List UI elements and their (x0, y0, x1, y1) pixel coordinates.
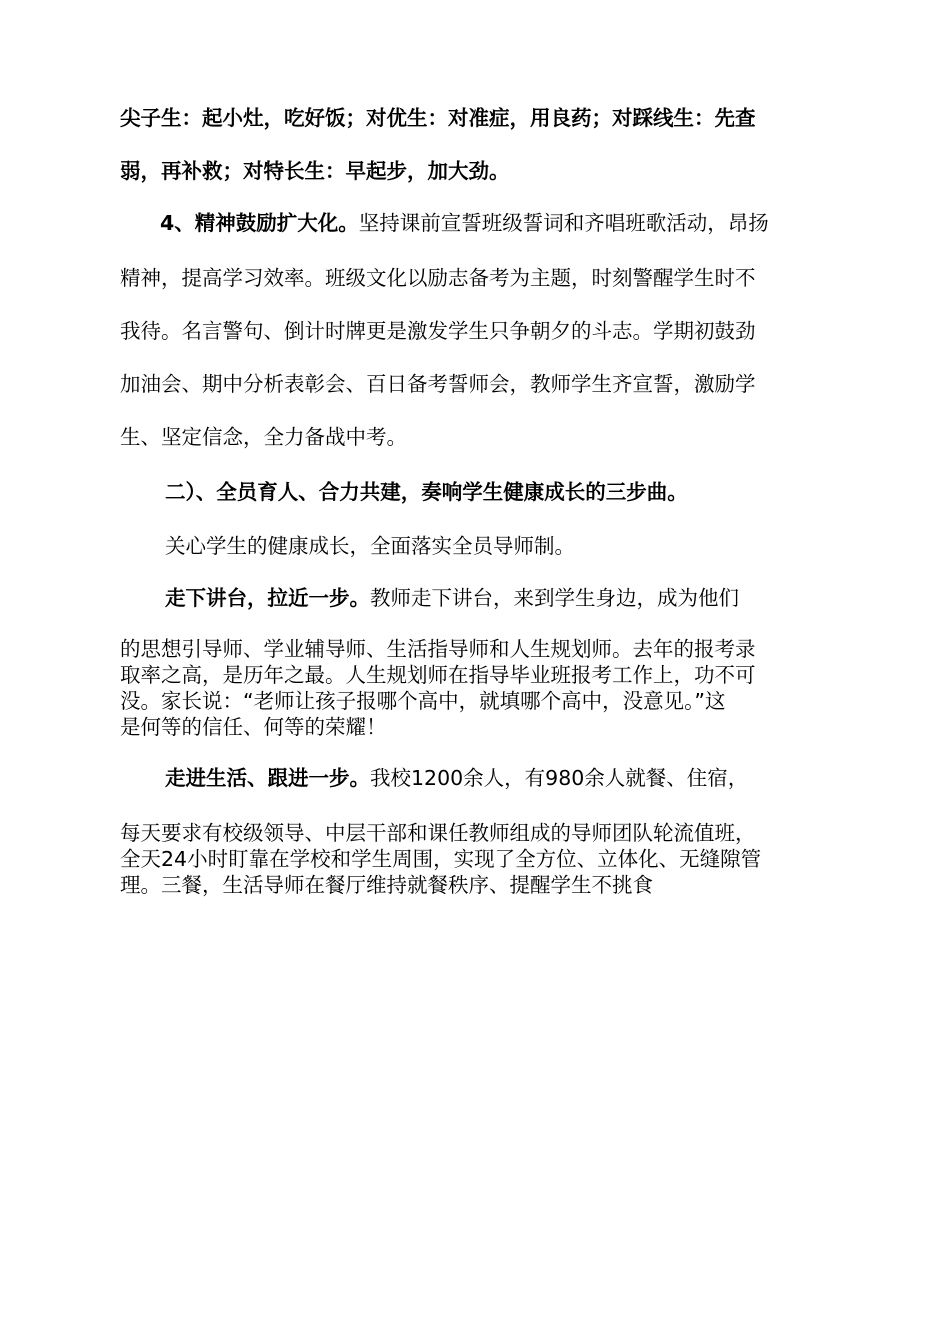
paragraph-line: 每天要求有校级领导、中层干部和课任教师组成的导师团队轮流值班， (120, 821, 756, 845)
paragraph-line: 精神，提高学习效率。班级文化以励志备考为主题，时刻警醒学生时不 (120, 266, 756, 290)
paragraph-line: 是何等的信任、何等的荣耀！ (120, 715, 387, 739)
paragraph-text: 坚持课前宣誓班级誓词和齐唱班歌活动，昂扬 (358, 211, 769, 235)
paragraph-line (165, 765, 748, 791)
paragraph-line: 关心学生的健康成长，全面落实全员导师制。 (165, 534, 575, 558)
paragraph-line: 我待。名言警句、倒计时牌更是激发学生只争朝夕的斗志。学期初鼓劲 (120, 319, 756, 343)
paragraph-line: 生、坚定信念，全力备战中考。 (120, 425, 407, 449)
section-heading: 二）、全员育人、合力共建，奏响学生健康成长的三步曲。 (165, 480, 688, 504)
paragraph-line: 加油会、期中分析表彰会、百日备考誓师会，教师学生齐宣誓，激励学 (120, 372, 756, 396)
paragraph-line (160, 210, 769, 236)
paragraph-lead: 走下讲台，拉近一步。 (165, 586, 370, 610)
paragraph-line: 取率之高，是历年之最。人生规划师在指导毕业班报考工作上，功不可 (120, 663, 756, 687)
paragraph-line: 没。家长说：“老师让孩子报哪个高中，就填哪个高中，没意见。”这 (120, 689, 726, 713)
paragraph-text: 教师走下讲台，来到学生身边，成为他们 (370, 586, 739, 610)
paragraph-lead: 走进生活、跟进一步。 (165, 766, 370, 790)
paragraph-line: 全天24小时盯靠在学校和学生周围，实现了全方位、立体化、无缝隙管 (120, 847, 762, 871)
paragraph-line: 理。三餐，生活导师在餐厅维持就餐秩序、提醒学生不挑食 (120, 873, 653, 897)
paragraph-lead: 4、精神鼓励扩大化。 (160, 211, 359, 235)
paragraph-text: 我校1200余人，有980余人就餐、住宿， (370, 766, 749, 790)
paragraph-line (165, 585, 739, 611)
paragraph-line: 尖子生：起小灶，吃好饭；对优生：对准症，用良药；对踩线生：先查 (120, 106, 756, 130)
paragraph-line: 弱，再补救；对特长生：早起步，加大劲。 (120, 159, 510, 183)
paragraph-line: 的思想引导师、学业辅导师、生活指导师和人生规划师。去年的报考录 (120, 637, 756, 661)
